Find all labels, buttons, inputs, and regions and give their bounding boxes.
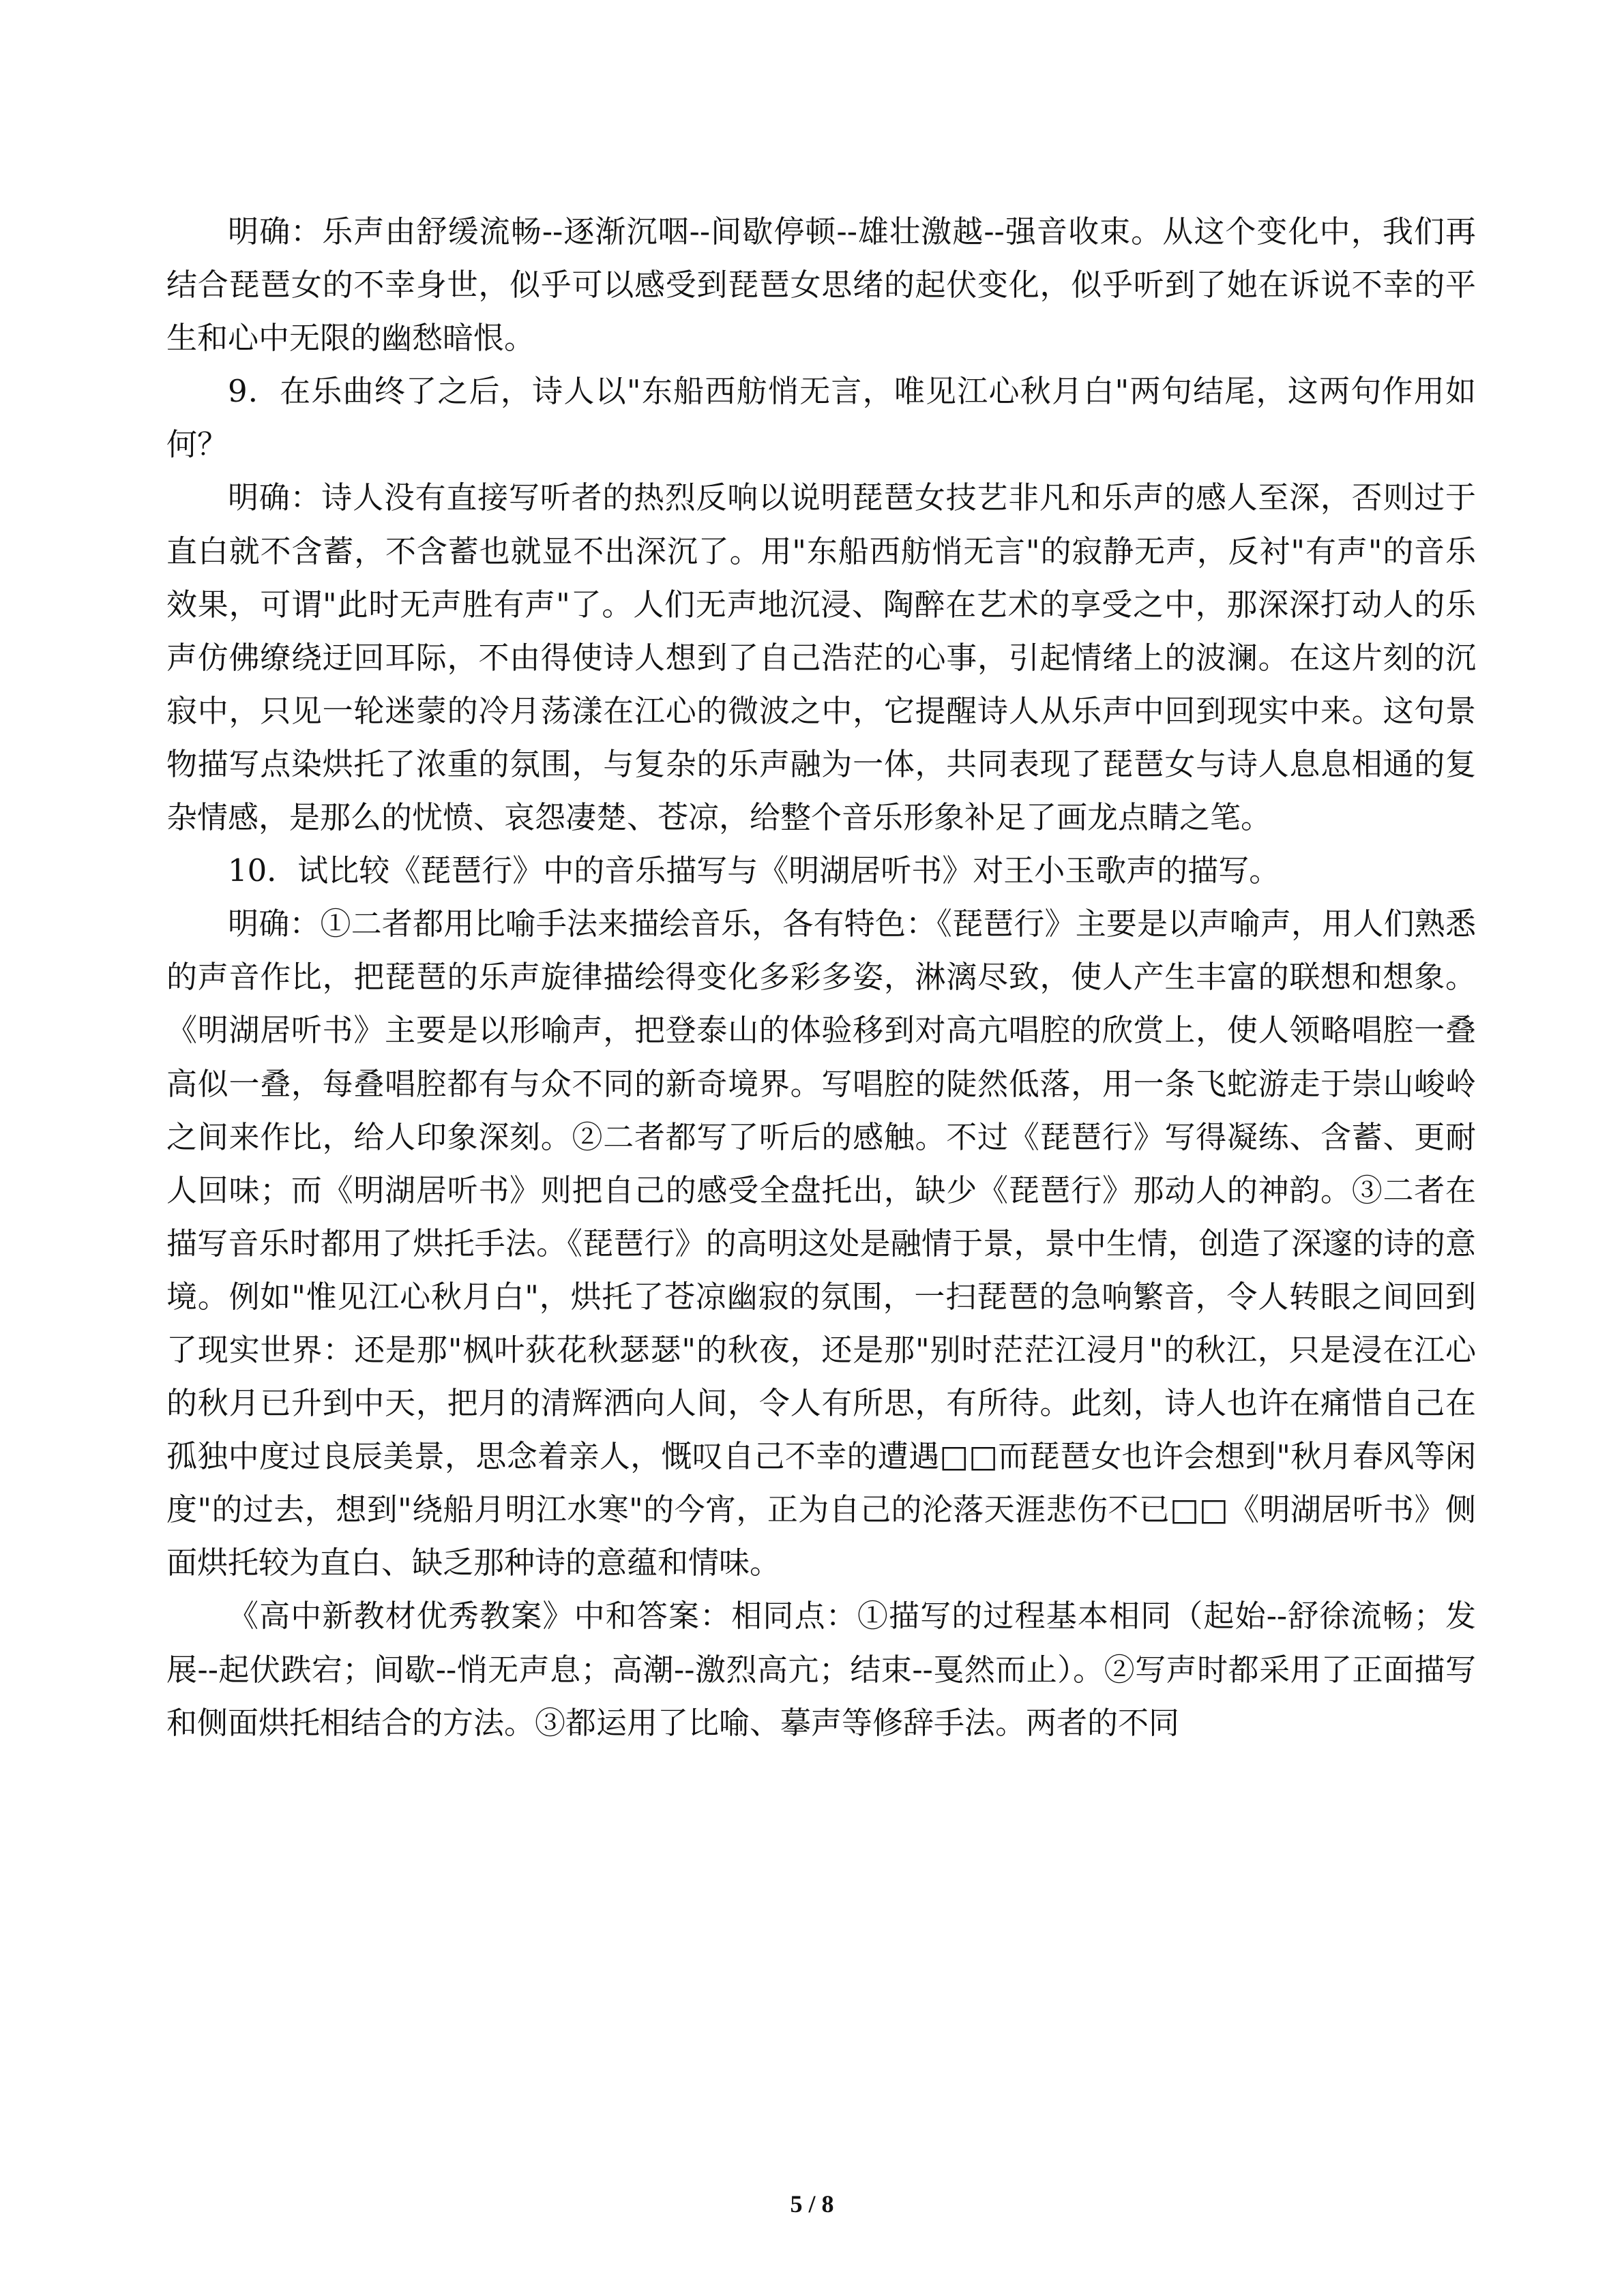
paragraph-question-9: 9．在乐曲终了之后，诗人以"东船西舫悄无言，唯见江心秋月白"两句结尾，这两句作用如何？ — [166, 373, 1476, 463]
paragraph-answer-8: 明确：乐声由舒缓流畅--逐渐沉咽--间歇停顿--雄壮激越--强音收束。从这个变化中，我们再结合琵琶女的不幸身世，似乎可以感受到琵琶女思绪的起伏变化，似乎听到了她在诉说不幸的平生和心中无限的幽愁暗恨。 — [166, 213, 1476, 357]
paragraph-reference-answer: 《高中新教材优秀教案》中和答案：相同点：①描写的过程基本相同（起始--舒徐流畅；发展--起伏跌宕；间歇--悄无声息；高潮--激烈高亢；结束--戛然而止）。②写声时都采用了正面描写和侧面烘托相结合的方法。③都运用了比喻、摹声等修辞手法。两者的不同 — [166, 1598, 1476, 1741]
page-number: 5 / 8 — [790, 2190, 834, 2218]
paragraph-answer-9: 明确：诗人没有直接写听者的热烈反响以说明琵琶女技艺非凡和乐声的感人至深，否则过于直白就不含蓄，不含蓄也就显不出深沉了。用"东船西舫悄无言"的寂静无声，反衬"有声"的音乐效果，可谓"此时无声胜有声"了。人们无声地沉浸、陶醉在艺术的享受之中，那深深打动人的乐声仿佛缭绕迂回耳际，不由得使诗人想到了自己浩茫的心事，引起情绪上的波澜。在这片刻的沉寂中，只见一轮迷蒙的冷月荡漾在江心的微波之中，它提醒诗人从乐声中回到现实中来。这句景物描写点染烘托了浓重的氛围，与复杂的乐声融为一体，共同表现了琵琶女与诗人息息相通的复杂情感，是那么的忧愤、哀怨凄楚、苍凉，给整个音乐形象补足了画龙点睛之笔。 — [166, 479, 1476, 836]
paragraph-question-10: 10．试比较《琵琶行》中的音乐描写与《明湖居听书》对王小玉歌声的描写。 — [228, 852, 1280, 889]
document-body — [166, 205, 1476, 1750]
paragraph-answer-10: 明确：①二者都用比喻手法来描绘音乐，各有特色：《琵琶行》主要是以声喻声，用人们熟悉的声音作比，把琵琶的乐声旋律描绘得变化多彩多姿，淋漓尽致，使人产生丰富的联想和想象。《明湖居听书》主要是以形喻声，把登泰山的体验移到对高亢唱腔的欣赏上，使人领略唱腔一叠高似一叠，每叠唱腔都有与众不同的新奇境界。写唱腔的陡然低落，用一条飞蛇游走于崇山峻岭之间来作比，给人印象深刻。②二者都写了听后的感触。不过《琵琶行》写得凝练、含蓄、更耐人回味；而《明湖居听书》则把自己的感受全盘托出，缺少《琵琶行》那动人的神韵。③二者在描写音乐时都用了烘托手法。《琵琶行》的高明这处是融情于景，景中生情，创造了深邃的诗的意境。例如"惟见江心秋月白"，烘托了苍凉幽寂的氛围，一扫琵琶的急响繁音，令人转眼之间回到了现实世界：还是那"枫叶荻花秋瑟瑟"的秋夜，还是那"别时茫茫江浸月"的秋江，只是浸在江心的秋月已升到中天，把月的清辉洒向人间，令人有所思，有所待。此刻，诗人也许在痛惜自己在孤独中度过良辰美景，思念着亲人，慨叹自己不幸的遭遇□□而琵琶女也许会想到"秋月春风等闲度"的过去，想到"绕船月明江水寒"的今宵，正为自己的沦落天涯悲伤不已□□《明湖居听书》侧面烘托较为直白、缺乏那种诗的意蕴和情味。 — [166, 906, 1476, 1581]
